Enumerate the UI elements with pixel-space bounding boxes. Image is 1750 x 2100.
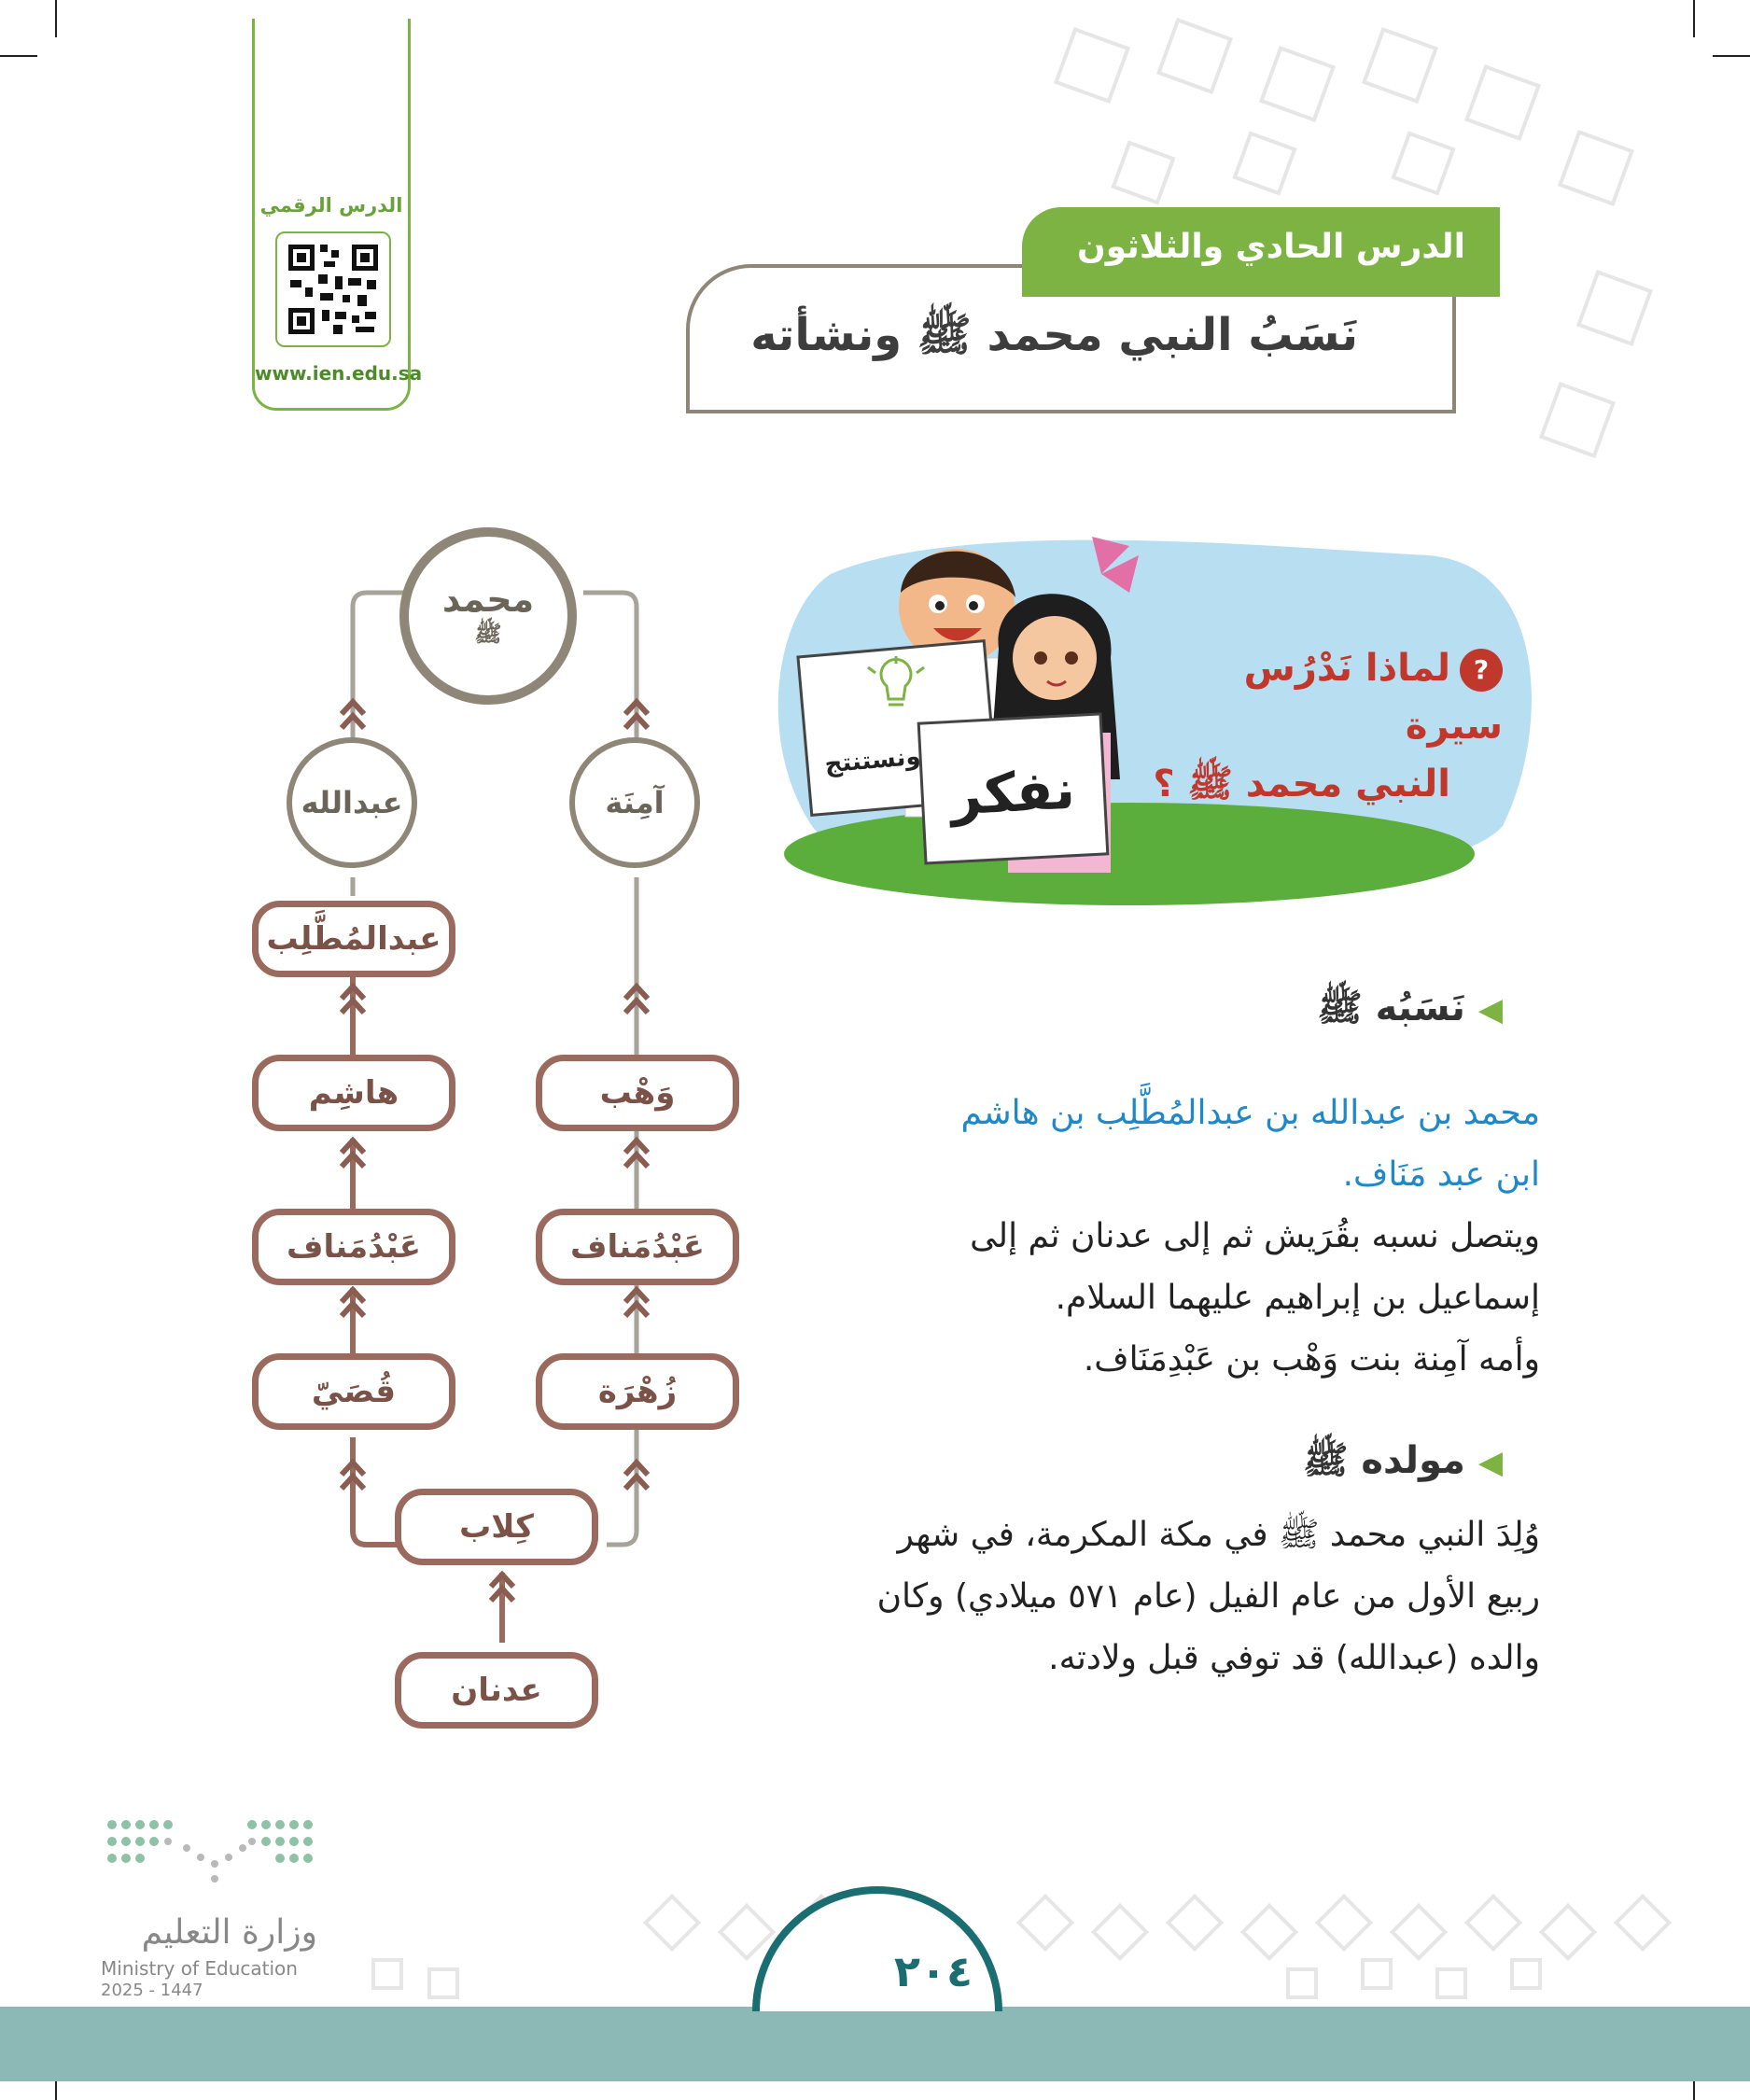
tree-node-qusai: قُصَيّ xyxy=(252,1353,455,1430)
tree-node-abdmanaf-maternal: عَبْدُمَناف xyxy=(536,1209,739,1285)
lineage-line-4: إسماعيل بن إبراهيم عليهما السلام. xyxy=(1055,1279,1540,1317)
lineage-line-1: محمد بن عبدالله بن عبدالمُطَّلِب بن هاشم xyxy=(960,1094,1540,1132)
page-title: نَسَبُ النبي محمد ﷺ ونشأته xyxy=(750,309,1358,361)
section-heading-birth: ◀ مولده ﷺ xyxy=(1303,1439,1503,1482)
tree-node-abdmanaf-paternal: عَبْدُمَناف xyxy=(252,1209,455,1285)
tree-node-hashim: هاشِم xyxy=(252,1055,455,1131)
birth-line-1: وُلِدَ النبي محمد ﷺ في مكة المكرمة، في شهر xyxy=(897,1516,1540,1554)
lineage-line-5: وأمه آمِنة بنت وَهْب بن عَبْدِمَنَاف. xyxy=(1083,1340,1540,1379)
lineage-paragraph xyxy=(877,1083,1540,1391)
footer-band xyxy=(0,2007,1750,2081)
section-heading-lineage: ◀ نَسَبُه ﷺ xyxy=(1317,987,1503,1029)
intro-question xyxy=(1148,639,1503,813)
birth-line-3: والده (عبدالله) قد توفي قبل ولادته. xyxy=(1048,1639,1540,1677)
digital-lesson-tab xyxy=(252,19,423,411)
tree-node-amina: آمِنَة xyxy=(569,737,700,868)
sign-conclude: ونستنتج xyxy=(823,742,922,779)
root-salutation: ﷺ xyxy=(474,621,502,647)
digital-lesson-label: الدرس الرقمي xyxy=(259,194,403,217)
tree-node-abdulmuttalib: عبدالمُطَّلِب xyxy=(252,901,455,977)
tree-node-kilab: كِلاب xyxy=(395,1489,598,1565)
birth-paragraph xyxy=(784,1505,1540,1689)
chevron-left-icon: ◀ xyxy=(1477,1444,1503,1481)
question-icon: ? xyxy=(1460,649,1503,692)
ministry-logo-icon xyxy=(103,1815,317,1895)
tree-node-abdullah: عبدالله xyxy=(287,737,417,868)
qr-code-icon[interactable] xyxy=(275,231,391,347)
sign-think: نفكر xyxy=(948,757,1077,828)
question-line-1: لماذا نَدْرُس سيرة xyxy=(1243,647,1503,748)
edition-year: 2025 - 1447 xyxy=(101,1981,203,2000)
ministry-name-arabic: وزارة التعليم xyxy=(141,1913,317,1952)
page-number: ٢٠٤ xyxy=(893,1946,973,1996)
tree-node-wahb: وَهْب xyxy=(536,1055,739,1131)
tree-node-adnan: عدنان xyxy=(395,1652,598,1729)
tree-node-zuhra: زُهْرَة xyxy=(536,1353,739,1430)
question-line-2: النبي محمد ﷺ ؟ xyxy=(1153,763,1450,805)
lineage-line-3: ويتصل نسبه بقُرَيش ثم إلى عدنان ثم إلى xyxy=(970,1217,1540,1255)
ministry-name-english: Ministry of Education xyxy=(101,1957,298,1980)
root-name: محمد xyxy=(441,579,535,620)
lineage-line-2: ابن عبد مَنَاف. xyxy=(1342,1155,1540,1194)
tree-node-muhammad xyxy=(399,527,577,705)
lesson-number: الدرس الحادي والثلاثون xyxy=(1077,228,1465,266)
birth-line-2: ربيع الأول من عام الفيل (عام ٥٧١ ميلادي) وكان xyxy=(876,1577,1540,1616)
website-url[interactable]: www.ien.edu.sa xyxy=(255,362,423,385)
chevron-left-icon: ◀ xyxy=(1477,991,1503,1029)
